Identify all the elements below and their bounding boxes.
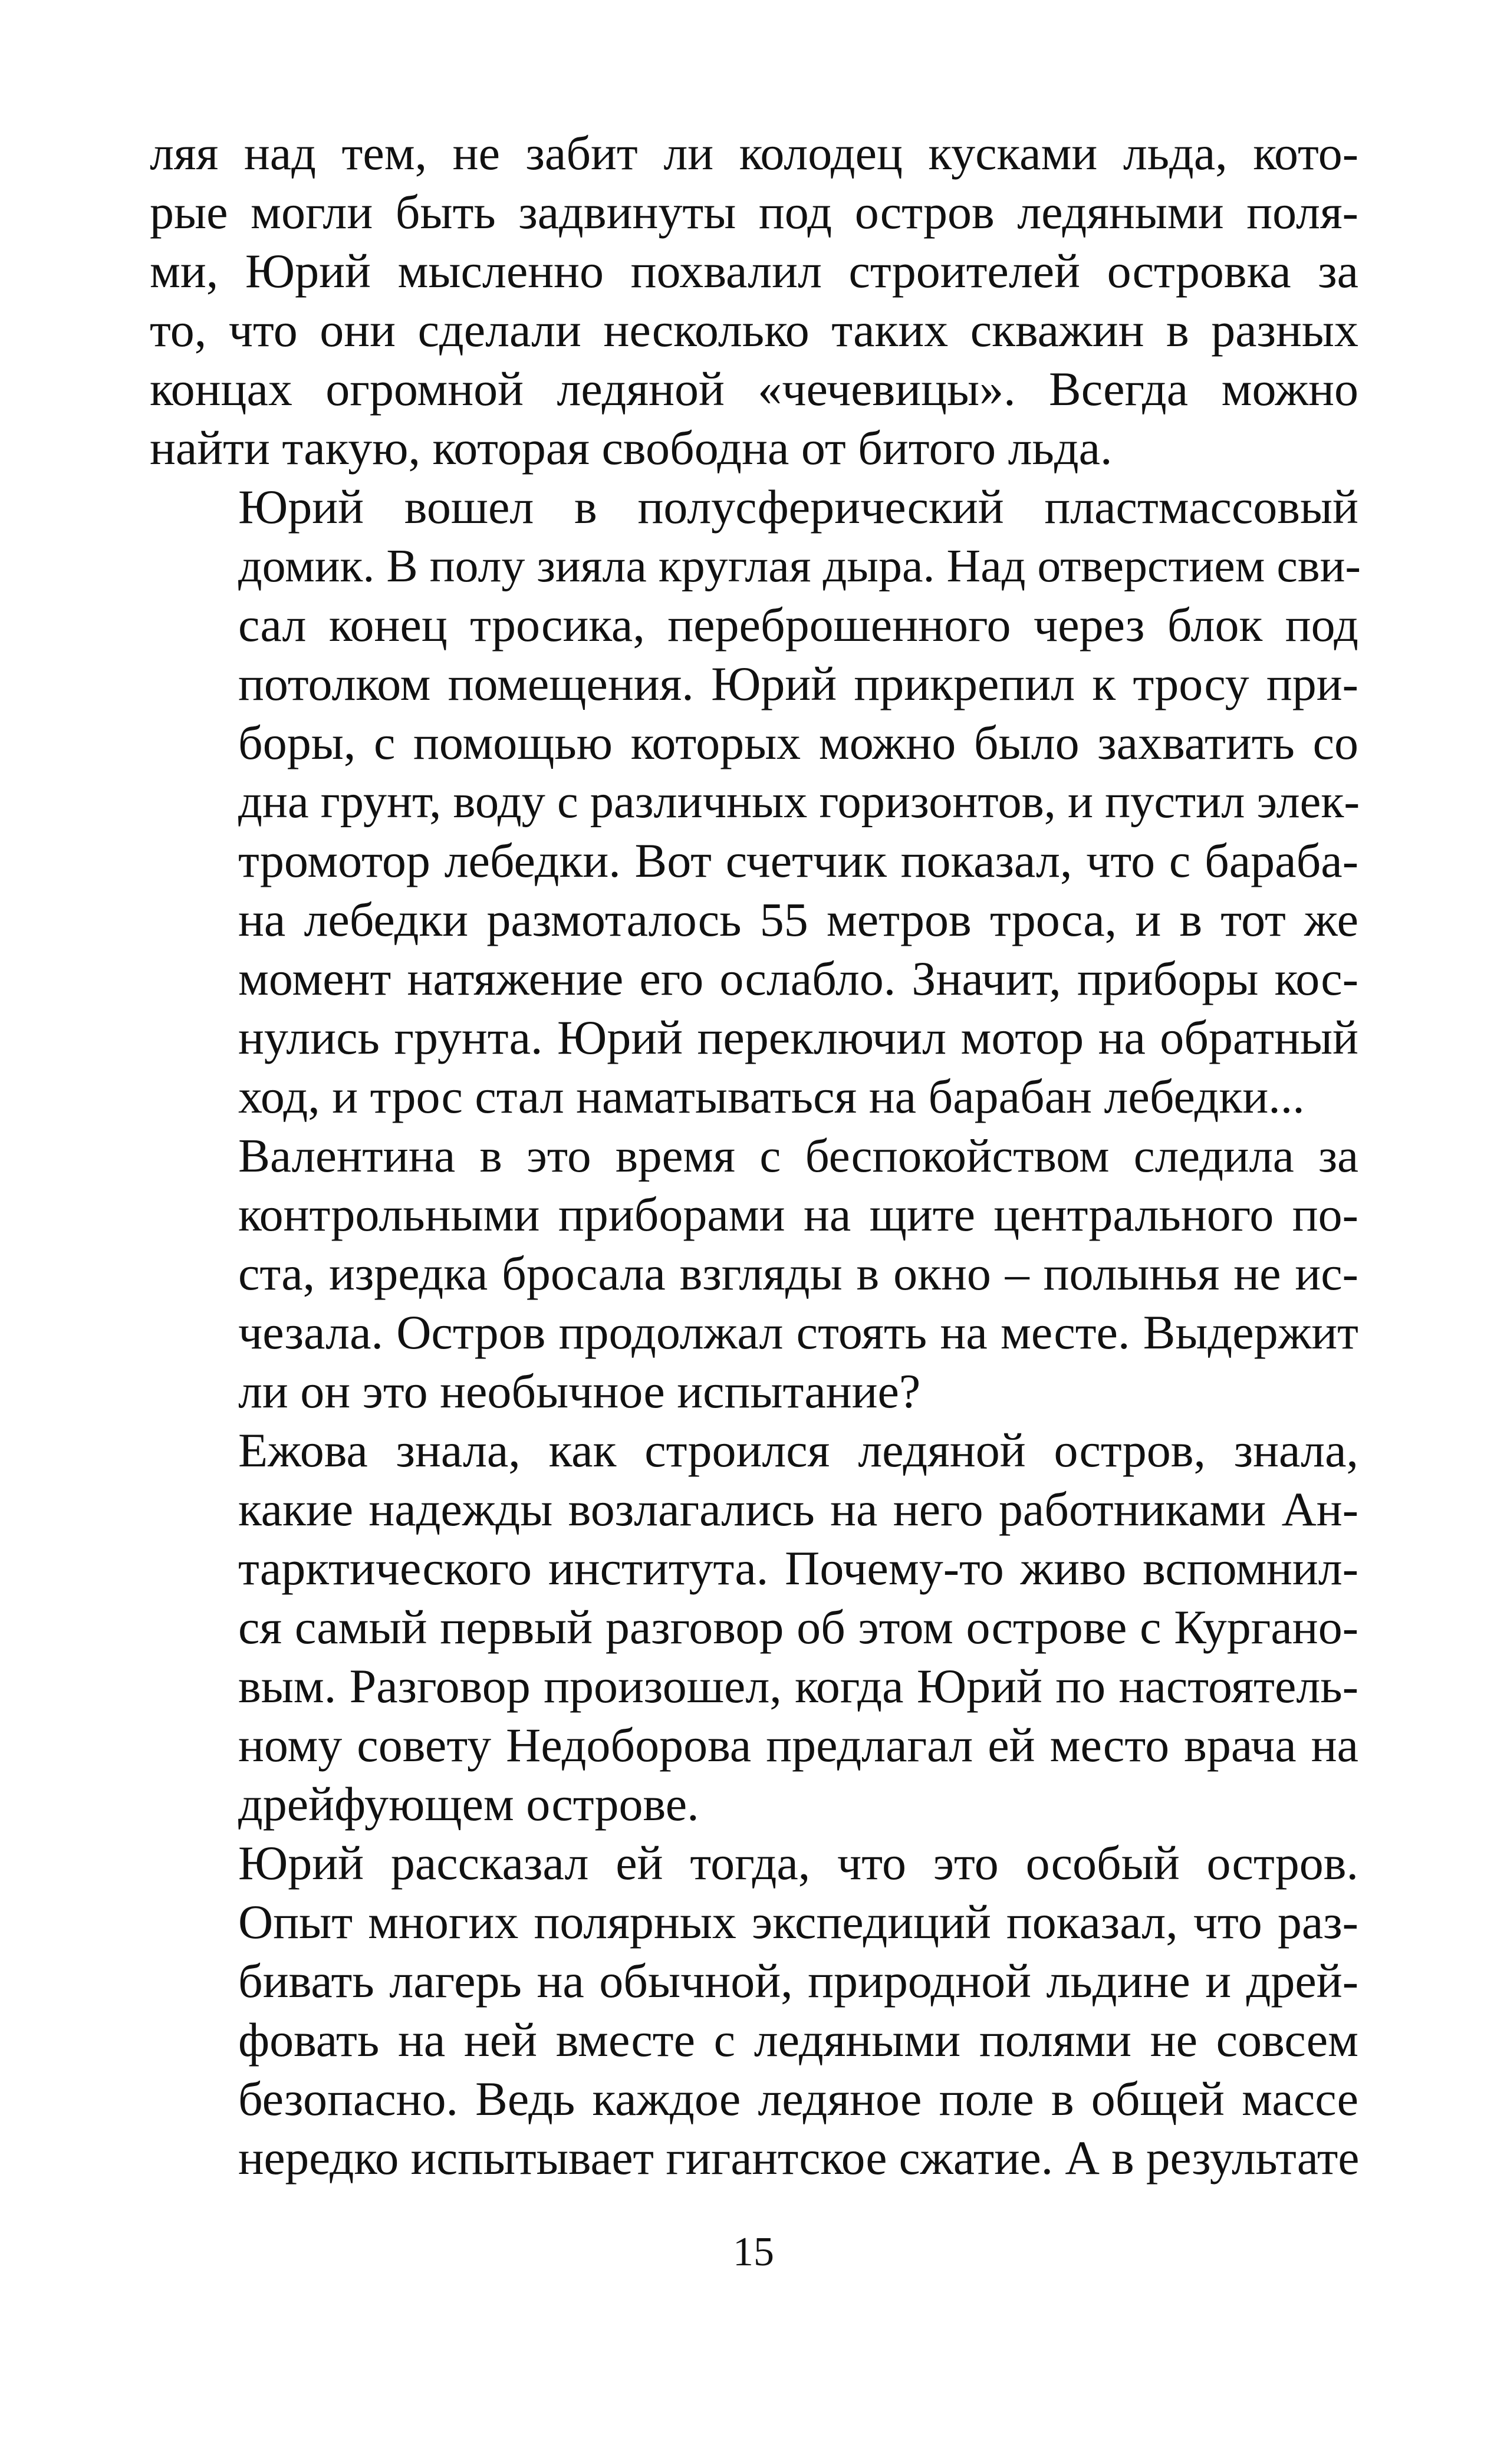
text-line: Юрий вошел в полусферический пластмассовый [238, 480, 1358, 534]
text-line: нередко испытывает гигантское сжатие. А в результате [238, 2131, 1360, 2185]
text-line: нулись грунта. Юрий переключил мотор на обратный [238, 1011, 1358, 1064]
text-line: ся самый первый разговор об этом острове с Кургано- [238, 1600, 1358, 1654]
paragraph [150, 1126, 1358, 1421]
text-line: ми, Юрий мысленно похвалил строителей островка за [150, 244, 1358, 298]
text-line: Валентина в это время с беспокойством следила за [238, 1129, 1358, 1182]
text-line: на лебедки размоталось 55 метров троса, и в тот же [238, 893, 1358, 946]
text-line: тарктического института. Почему-то живо вспомнил- [238, 1541, 1358, 1595]
paragraph [150, 124, 1358, 478]
text-line: контрольными приборами на щите центрального по- [238, 1187, 1358, 1241]
text-line: дна грунт, воду с различных горизонтов, и пустил элек- [238, 775, 1360, 828]
text-line: найти такую, которая свободна от битого льда. [150, 421, 1113, 475]
text-line: то, что они сделали несколько таких скважин в разных [150, 303, 1358, 357]
text-line: Ежова знала, как строился ледяной остров, знала, [238, 1423, 1358, 1477]
page-number: 15 [733, 2229, 774, 2275]
text-line: чезала. Остров продолжал стоять на месте. Выдержит [238, 1305, 1358, 1359]
paragraph [150, 478, 1361, 1126]
text-line: концах огромной ледяной «чечевицы». Всегда можно [150, 362, 1358, 416]
text-line: безопасно. Ведь каждое ледяное поле в общей массе [238, 2072, 1358, 2126]
text-line: Юрий рассказал ей тогда, что это особый остров. [238, 1836, 1358, 1890]
text-line: сал конец тросика, переброшенного через блок под [238, 598, 1358, 652]
text-line: вым. Разговор произошел, когда Юрий по настоятель- [238, 1659, 1358, 1713]
text-line: ному совету Недоборова предлагал ей место врача на [238, 1718, 1358, 1772]
text-line: момент натяжение его ослабло. Значит, приборы кос- [238, 952, 1358, 1005]
text-line: бивать лагерь на обычной, природной льдине и дрей- [238, 1954, 1358, 2008]
text-line: какие надежды возлагались на него работниками Ан- [238, 1482, 1358, 1536]
text-line: ход, и трос стал наматываться на барабан лебедки... [238, 1070, 1305, 1123]
body-text [150, 124, 1361, 2187]
text-line: рые могли быть задвинуты под остров ледяными поля- [150, 185, 1358, 239]
paragraph [150, 1834, 1358, 2187]
text-line: тромотор лебедки. Вот счетчик показал, что с бараба- [238, 834, 1358, 887]
paragraph [150, 1421, 1358, 1834]
text-line: потолком помещения. Юрий прикрепил к тросу при- [238, 657, 1358, 710]
text-line: ста, изредка бросала взгляды в окно – полынья не ис- [238, 1246, 1358, 1300]
text-line: домик. В полу зияла круглая дыра. Над отверстием сви- [238, 540, 1361, 592]
text-line: фовать на ней вместе с ледяными полями не совсем [238, 2013, 1358, 2067]
text-line: боры, с помощью которых можно было захватить со [238, 716, 1358, 769]
text-line: дрейфующем острове. [238, 1777, 699, 1831]
text-line: ли он это необычное испытание? [238, 1364, 921, 1418]
text-line: Опыт многих полярных экспедиций показал, что раз- [238, 1895, 1358, 1949]
text-line: ляя над тем, не забит ли колодец кусками льда, кото- [150, 126, 1358, 180]
